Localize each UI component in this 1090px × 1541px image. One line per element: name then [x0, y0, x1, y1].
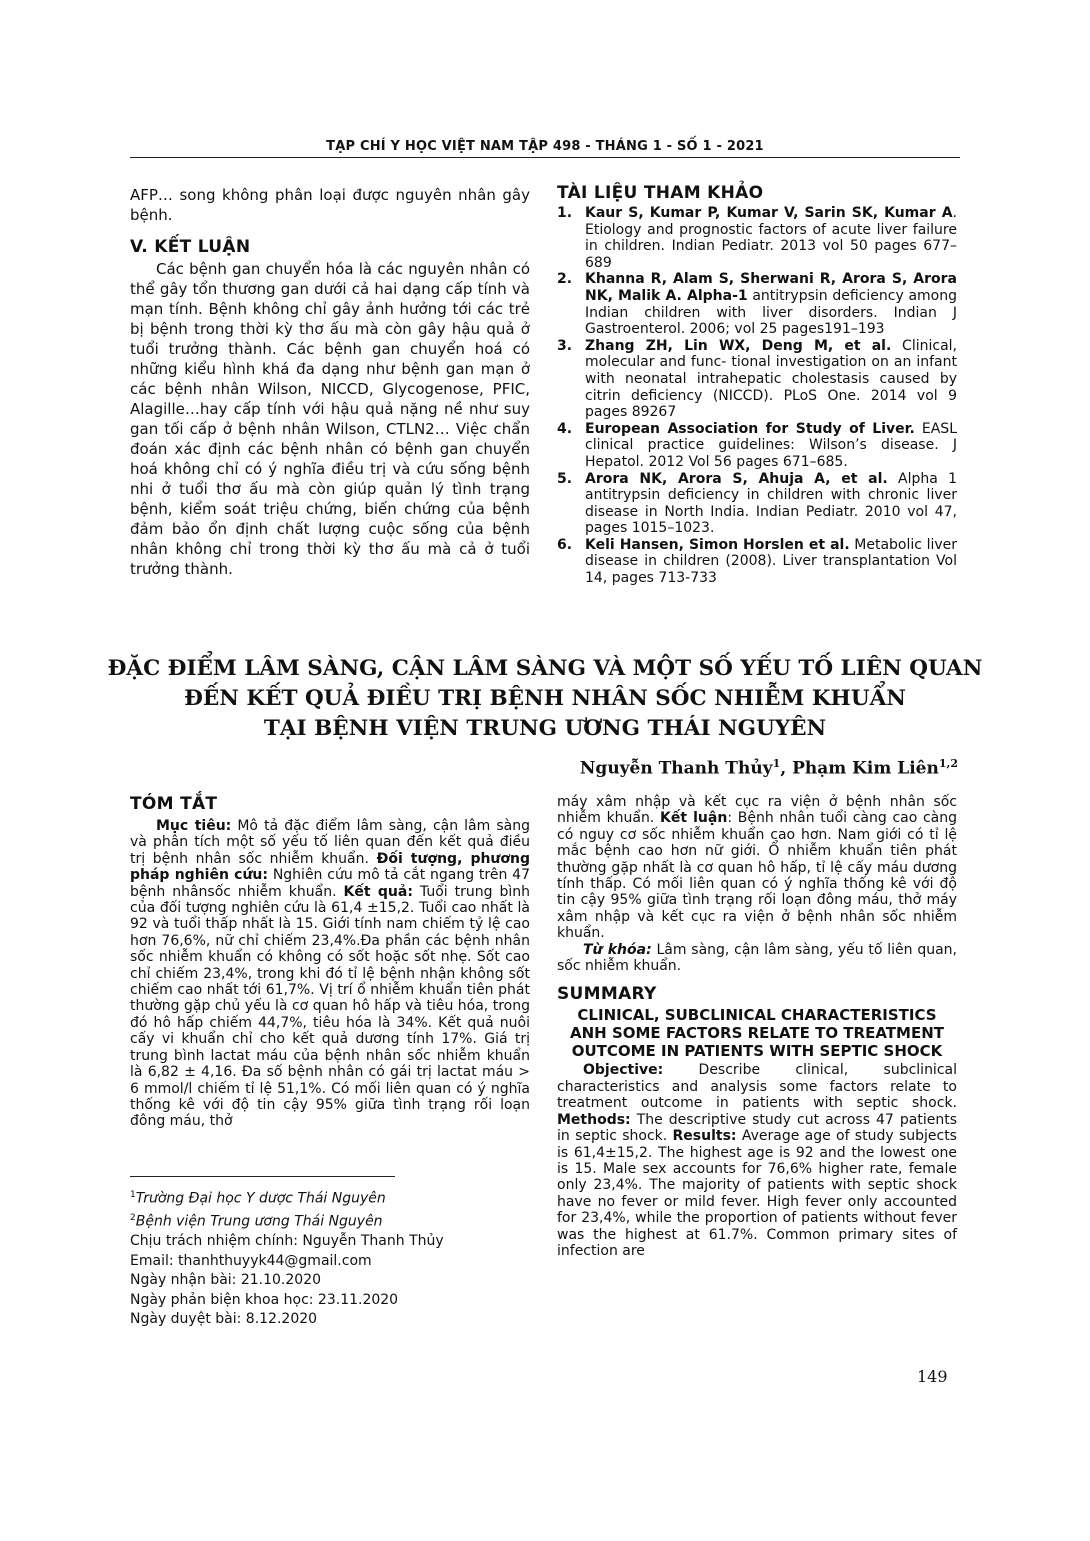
article-title-line: ĐẾN KẾT QUẢ ĐIỀU TRỊ BỆNH NHÂN SỐC NHIỄM KHUẨN	[184, 686, 906, 711]
summary-title: CLINICAL, SUBCLINICAL CHARACTERISTICS ANH SOME FACTORS RELATE TO TREATMENT OUTCOME IN PATIENTS WITH SEPTIC SHOCK	[570, 1006, 944, 1061]
abstract-text	[130, 818, 530, 1130]
journal-header: TẠP CHÍ Y HỌC VIỆT NAM TẬP 498 - THÁNG 1 - SỐ 1 - 2021	[326, 139, 764, 154]
references-column	[557, 183, 957, 587]
article-title-line: TẠI BỆNH VIỆN TRUNG ƯƠNG THÁI NGUYÊN	[263, 716, 827, 741]
reference-text: . Etiology and prognostic factors of acute liver failure in children. Indian Pediatr. 2013 vol 50 pages 677–689	[585, 205, 957, 271]
author-affiliation-mark: 1,2	[938, 757, 958, 770]
summary-text	[557, 1062, 957, 1259]
reference-number: 2.	[557, 271, 573, 288]
references-title: TÀI LIỆU THAM KHẢO	[557, 183, 764, 203]
date-approved: Ngày duyệt bài: 8.12.2020	[130, 1311, 318, 1328]
reference-number: 3.	[557, 337, 573, 354]
reference-item	[557, 205, 957, 271]
abstract-heading: TÓM TẮT	[130, 794, 218, 814]
author-name: Phạm Kim Liên	[792, 758, 939, 779]
footnote-mark: 2	[130, 1213, 136, 1224]
abstract-segment: Nghiên cứu mô tả cắt ngang trên 47 bệnh nhânsốc nhiễm khuẩn.	[130, 867, 530, 900]
reference-authors: Zhang ZH, Lin WX, Deng M, et al.	[585, 337, 892, 354]
contact-email: Email: thanhthuyyk44@gmail.com	[130, 1252, 372, 1269]
reference-item	[557, 537, 957, 587]
summary-heading: SUMMARY	[557, 984, 657, 1005]
author-separator: ,	[780, 758, 793, 779]
reference-text: Metabolic liver disease in children (2008). Liver transplantation Vol 14, pages 713-733	[585, 536, 958, 587]
abstract-segment: máy xâm nhập và kết cục ra viện ở bệnh nhân sốc nhiễm khuẩn.	[557, 794, 957, 827]
reference-authors: Khanna R, Alam S, Sherwani R, Arora S, Arora NK, Malik A. Alpha-1	[585, 271, 957, 304]
reference-text: EASL clinical practice guidelines: Wilson’s disease. J Hepatol. 2012 Vol 56 pages 671–685.	[585, 420, 957, 470]
footnote-mark: 1	[130, 1190, 136, 1200]
abstract-segment: : Bệnh nhân tuổi càng cao càng có nguy cơ sốc nhiễm khuẩn cao hơn. Nam giới có tỉ lệ mắc bệnh cao hơn nữ giới. Ổ nhiễm khuẩn tiên phát thường gặp nhất là cơ quan hô hấp, tỉ lệ cấy máu dương tính thấp. Có mối liên quan có ý nghĩa thống kê với độ tin cậy 95% giữa tình trạng rối loạn đông máu, thở máy xâm nhập và kết cục ra viện ở bệnh nhân sốc nhiễm khuẩn.	[557, 810, 958, 942]
abstract-label: Kết luận	[660, 810, 728, 827]
reference-item	[557, 338, 957, 421]
references-list	[557, 205, 957, 587]
author-affiliation-mark: 1	[772, 757, 781, 770]
article-title-line: ĐẶC ĐIỂM LÂM SÀNG, CẬN LÂM SÀNG VÀ MỘT SỐ YẾU TỐ LIÊN QUAN	[107, 656, 983, 681]
carryover-text: AFP… song không phân loại được nguyên nhân gây bệnh.	[130, 186, 530, 224]
reference-authors: Arora NK, Arora S, Ahuja A, et al.	[585, 470, 888, 487]
affiliation-2: Bệnh viện Trung ương Thái Nguyên	[135, 1213, 383, 1230]
abstract-label: Kết quả:	[343, 883, 413, 900]
abstract-continuation-column	[557, 794, 957, 1259]
abstract-label: Mục tiêu:	[156, 818, 232, 834]
abstract-label: Đối tượng, phương pháp nghiên cứu:	[130, 850, 531, 884]
summary-label: Objective:	[583, 1062, 664, 1079]
header-rule	[130, 157, 960, 158]
abstract-segment: Tuổi trung bình của đối tượng nghiên cứu là 61,4 ±15,2. Tuổi cao nhất là 92 và tuổi thấp nhất là 15. Giới tính nam chiếm tỷ lệ cao hơn 76,6%, nữ chỉ chiếm 23,4%.Đa phần các bệnh nhân sốc nhiễm khuẩn có không có sốt hoặc sốt nhẹ. Sốt cao chỉ chiếm 23,4%, trong khi đó tỉ lệ bệnh nhận không sốt chiếm cao nhất tới 61,7%. Vị trí ổ nhiễm khuẩn tiên phát thường gặp chủ yếu là cơ quan hô hấp và tiêu hóa, trong đó hô hấp chiếm 44,7%, tiêu hóa là 34%. Kết quả nuôi cấy vi khuẩn chỉ cho kết quả dương tính 17%. Giá trị trung bình lactat máu của bệnh nhân sốc nhiễm khuẩn là 6,82 ± 4,16. Đa số bệnh nhân có gái trị lactat máu > 6 mmol/l chiếm tỉ lệ 51,1%. Có mối liên quan có ý nghĩa thống kê với độ tin cậy 95% giữa tình trạng rối loạn đông máu, thở	[130, 883, 530, 1130]
abstract-column	[130, 794, 530, 1130]
reference-item	[557, 471, 957, 537]
date-received: Ngày nhận bài: 21.10.2020	[130, 1272, 322, 1289]
reference-authors: Kaur S, Kumar P, Kumar V, Sarin SK, Kumar A	[585, 205, 953, 221]
reference-text: Clinical, molecular and func- tional investigation on an infant with neonatal intrahepatic cholestasis caused by citrin deficiency (NICCD). PLoS One. 2014 vol 9 pages 89267	[585, 337, 957, 421]
summary-label: Methods:	[557, 1111, 631, 1128]
summary-segment: Average age of study subjects is 61,4±15,2. The highest age is 92 and the lowest one is 15. Male sex accounts for 76,6% higher rate, female only 23,4%. The majority of patients with septic shock have no fever or mild fever. High fever only accounted for 23,4%, while the proportion of patients without fever was the highest at 61.7%. Common primary sites of infection are	[557, 1128, 957, 1259]
summary-segment: The descriptive study cut across 47 patients in septic shock.	[557, 1111, 957, 1145]
reference-item	[557, 271, 957, 337]
summary-segment: Describe clinical, subclinical characteristics and analysis some factors relate to treatment outcome in patients with septic shock.	[557, 1062, 957, 1112]
section-title-conclusion: V. KẾT LUẬN	[130, 237, 251, 257]
reference-item	[557, 421, 957, 471]
reference-number: 4.	[557, 420, 573, 437]
reference-number: 6.	[557, 536, 573, 553]
conclusion-text: Các bệnh gan chuyển hóa là các nguyên nhân có thể gây tổn thương gan dưới cả hai dạng cấp tính và mạn tính. Bệnh không chỉ gây ảnh hưởng tới các trẻ bị bệnh trong thời kỳ thơ ấu mà còn gây hậu quả ở tuổi trưởng thành. Các bệnh gan chuyển hoá có những kiểu hình khá đa dạng như bệnh gan mạn ở các bệnh nhân Wilson, NICCD, Glycogenose, PFIC, Alagille…hay cấp tính với hậu quả nặng nề như suy gan tối cấp ở bệnh nhân Wilson, CTLN2… Việc chẩn đoán xác định các bệnh nhân có bệnh gan chuyển hoá không chỉ có ý nghĩa điều trị và cứu sống bệnh nhi ở tuổi thơ ấu mà còn giúp quản lý tình trạng bệnh, kiểm soát triệu chứng, biến chứng của bệnh đảm bảo ổn định chất lượng cuộc sống của bệnh nhân không chỉ trong thời kỳ thơ ấu mà cả ở tuổi trưởng thành.	[130, 260, 530, 578]
reference-authors: European Association for Study of Liver.	[585, 420, 915, 437]
affiliation-1: Trường Đại học Y dược Thái Nguyên	[135, 1190, 386, 1207]
abstract-segment: Mô tả đặc điểm lâm sàng, cận lâm sàng và phân tích một số yếu tố liên quan đến kết quả điều trị bệnh nhân sốc nhiễm khuẩn.	[130, 818, 530, 867]
reference-text: Alpha 1 antitrypsin deficiency in children with chronic liver disease in North India. Indian Pediatr. 2010 vol 47, pages 1015–1023.	[585, 470, 957, 537]
article-title	[100, 654, 990, 744]
reference-number: 1.	[557, 205, 573, 221]
footnotes	[130, 1186, 530, 1330]
footnote-rule	[130, 1176, 395, 1177]
reference-number: 5.	[557, 470, 573, 487]
abstract-continuation	[557, 794, 957, 942]
keywords-label: Từ khóa:	[583, 941, 652, 958]
keywords	[557, 942, 957, 975]
authors-line	[580, 757, 958, 779]
conclusion-column	[130, 185, 530, 579]
page-number: 149	[917, 1367, 948, 1386]
keywords-text: Lâm sàng, cận lâm sàng, yếu tố liên quan, sốc nhiễm khuẩn.	[557, 941, 957, 975]
date-reviewed: Ngày phản biện khoa học: 23.11.2020	[130, 1291, 399, 1308]
summary-label: Results:	[672, 1128, 737, 1145]
reference-text: antitrypsin deficiency among Indian children with liver disorders. Indian J Gastroenterol. 2006; vol 25 pages191–193	[585, 287, 957, 338]
reference-authors: Keli Hansen, Simon Horslen et al.	[585, 536, 850, 553]
author-name: Nguyễn Thanh Thủy	[579, 758, 773, 779]
responsible-author: Chịu trách nhiệm chính: Nguyễn Thanh Thủy	[130, 1233, 444, 1250]
